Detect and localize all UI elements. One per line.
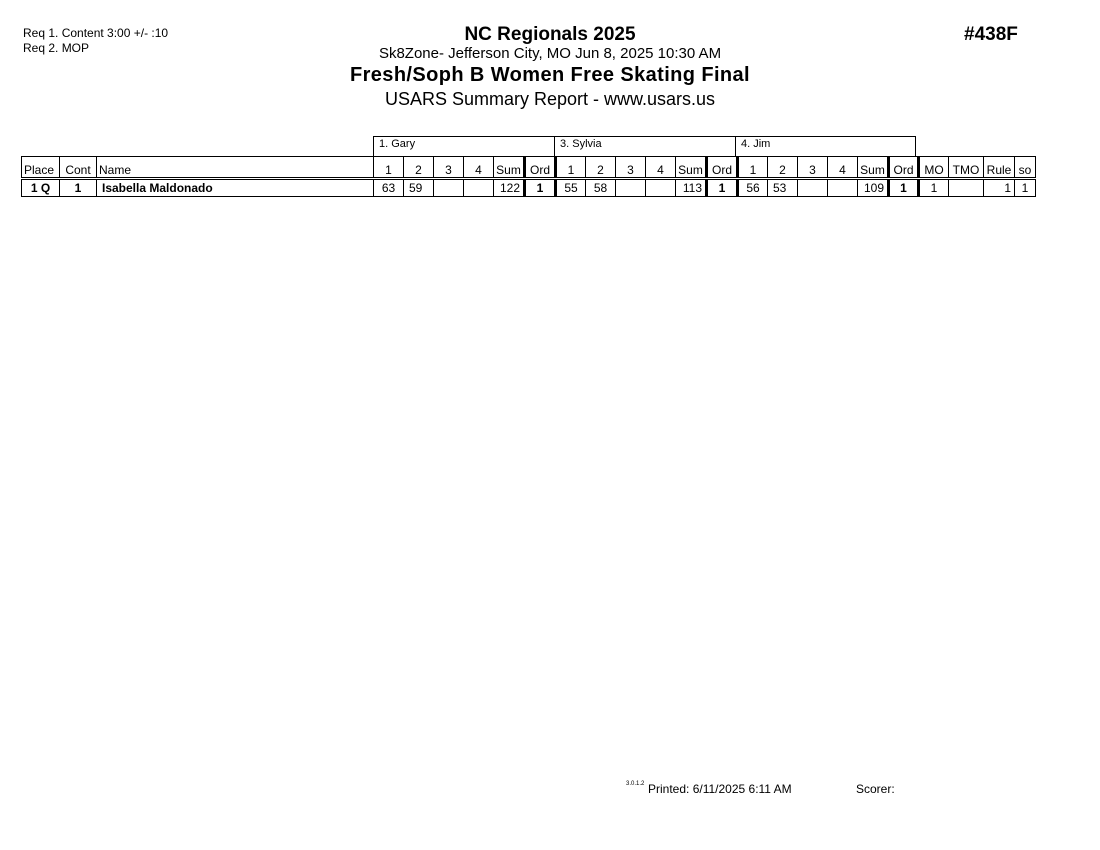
result-so: 1 <box>1015 179 1036 197</box>
j3-col-4: 4 <box>828 157 858 179</box>
judge-1-header: 1. Gary <box>373 136 555 156</box>
j3-ord: 1 <box>889 179 919 197</box>
j3-score-2: 53 <box>768 179 798 197</box>
scorer-label: Scorer: <box>856 782 895 796</box>
j2-score-4 <box>646 179 676 197</box>
j1-col-sum: Sum <box>494 157 525 179</box>
j3-score-3 <box>798 179 828 197</box>
j2-col-sum: Sum <box>676 157 707 179</box>
judge-3-header: 4. Jim <box>735 136 916 156</box>
j1-col-ord: Ord <box>525 157 556 179</box>
j1-score-2: 59 <box>404 179 434 197</box>
col-mo: MO <box>919 157 949 179</box>
j1-score-3 <box>434 179 464 197</box>
j2-col-4: 4 <box>646 157 676 179</box>
j2-col-ord: Ord <box>707 157 738 179</box>
table-row <box>22 179 1036 197</box>
j1-score-4 <box>464 179 494 197</box>
col-so: so <box>1015 157 1036 179</box>
j1-col-2: 2 <box>404 157 434 179</box>
j2-col-2: 2 <box>586 157 616 179</box>
requirement-1: Req 1. Content 3:00 +/- :10 <box>23 26 169 40</box>
j3-col-ord: Ord <box>889 157 919 179</box>
competition-title: NC Regionals 2025 <box>464 24 636 45</box>
j1-score-1: 63 <box>374 179 404 197</box>
result-place: 1 Q <box>22 179 60 197</box>
j2-score-2: 58 <box>586 179 616 197</box>
j3-sum: 109 <box>858 179 889 197</box>
col-place: Place <box>22 157 60 179</box>
j3-col-3: 3 <box>798 157 828 179</box>
j2-col-1: 1 <box>556 157 586 179</box>
j3-score-1: 56 <box>738 179 768 197</box>
j3-col-2: 2 <box>768 157 798 179</box>
result-rule: 1 <box>984 179 1015 197</box>
j1-sum: 122 <box>494 179 525 197</box>
results-table <box>21 156 1036 197</box>
j1-ord: 1 <box>525 179 556 197</box>
col-tmo: TMO <box>949 157 984 179</box>
j3-score-4 <box>828 179 858 197</box>
j1-col-1: 1 <box>374 157 404 179</box>
j1-col-3: 3 <box>434 157 464 179</box>
printed-timestamp: Printed: 6/11/2025 6:11 AM <box>648 782 792 796</box>
j3-col-sum: Sum <box>858 157 889 179</box>
requirement-2: Req 2. MOP <box>23 41 90 55</box>
event-name: Fresh/Soph B Women Free Skating Final <box>349 64 751 86</box>
column-header-row <box>22 157 1036 179</box>
col-cont: Cont <box>60 157 97 179</box>
result-mo: 1 <box>919 179 949 197</box>
j2-score-3 <box>616 179 646 197</box>
j3-col-1: 1 <box>738 157 768 179</box>
j2-col-3: 3 <box>616 157 646 179</box>
col-name: Name <box>97 157 374 179</box>
judge-2-header: 3. Sylvia <box>554 136 736 156</box>
j1-col-4: 4 <box>464 157 494 179</box>
result-tmo <box>949 179 984 197</box>
j2-sum: 113 <box>676 179 707 197</box>
version-code: 3.0.1.2 <box>626 781 645 787</box>
j2-ord: 1 <box>707 179 738 197</box>
col-rule: Rule <box>984 157 1015 179</box>
report-title: USARS Summary Report - www.usars.us <box>384 89 716 109</box>
result-cont: 1 <box>60 179 97 197</box>
result-name: Isabella Maldonado <box>97 179 374 197</box>
venue-date-line: Sk8Zone- Jefferson City, MO Jun 8, 2025 10:30 AM <box>378 45 722 62</box>
j2-score-1: 55 <box>556 179 586 197</box>
event-number: #438F <box>964 24 1018 45</box>
